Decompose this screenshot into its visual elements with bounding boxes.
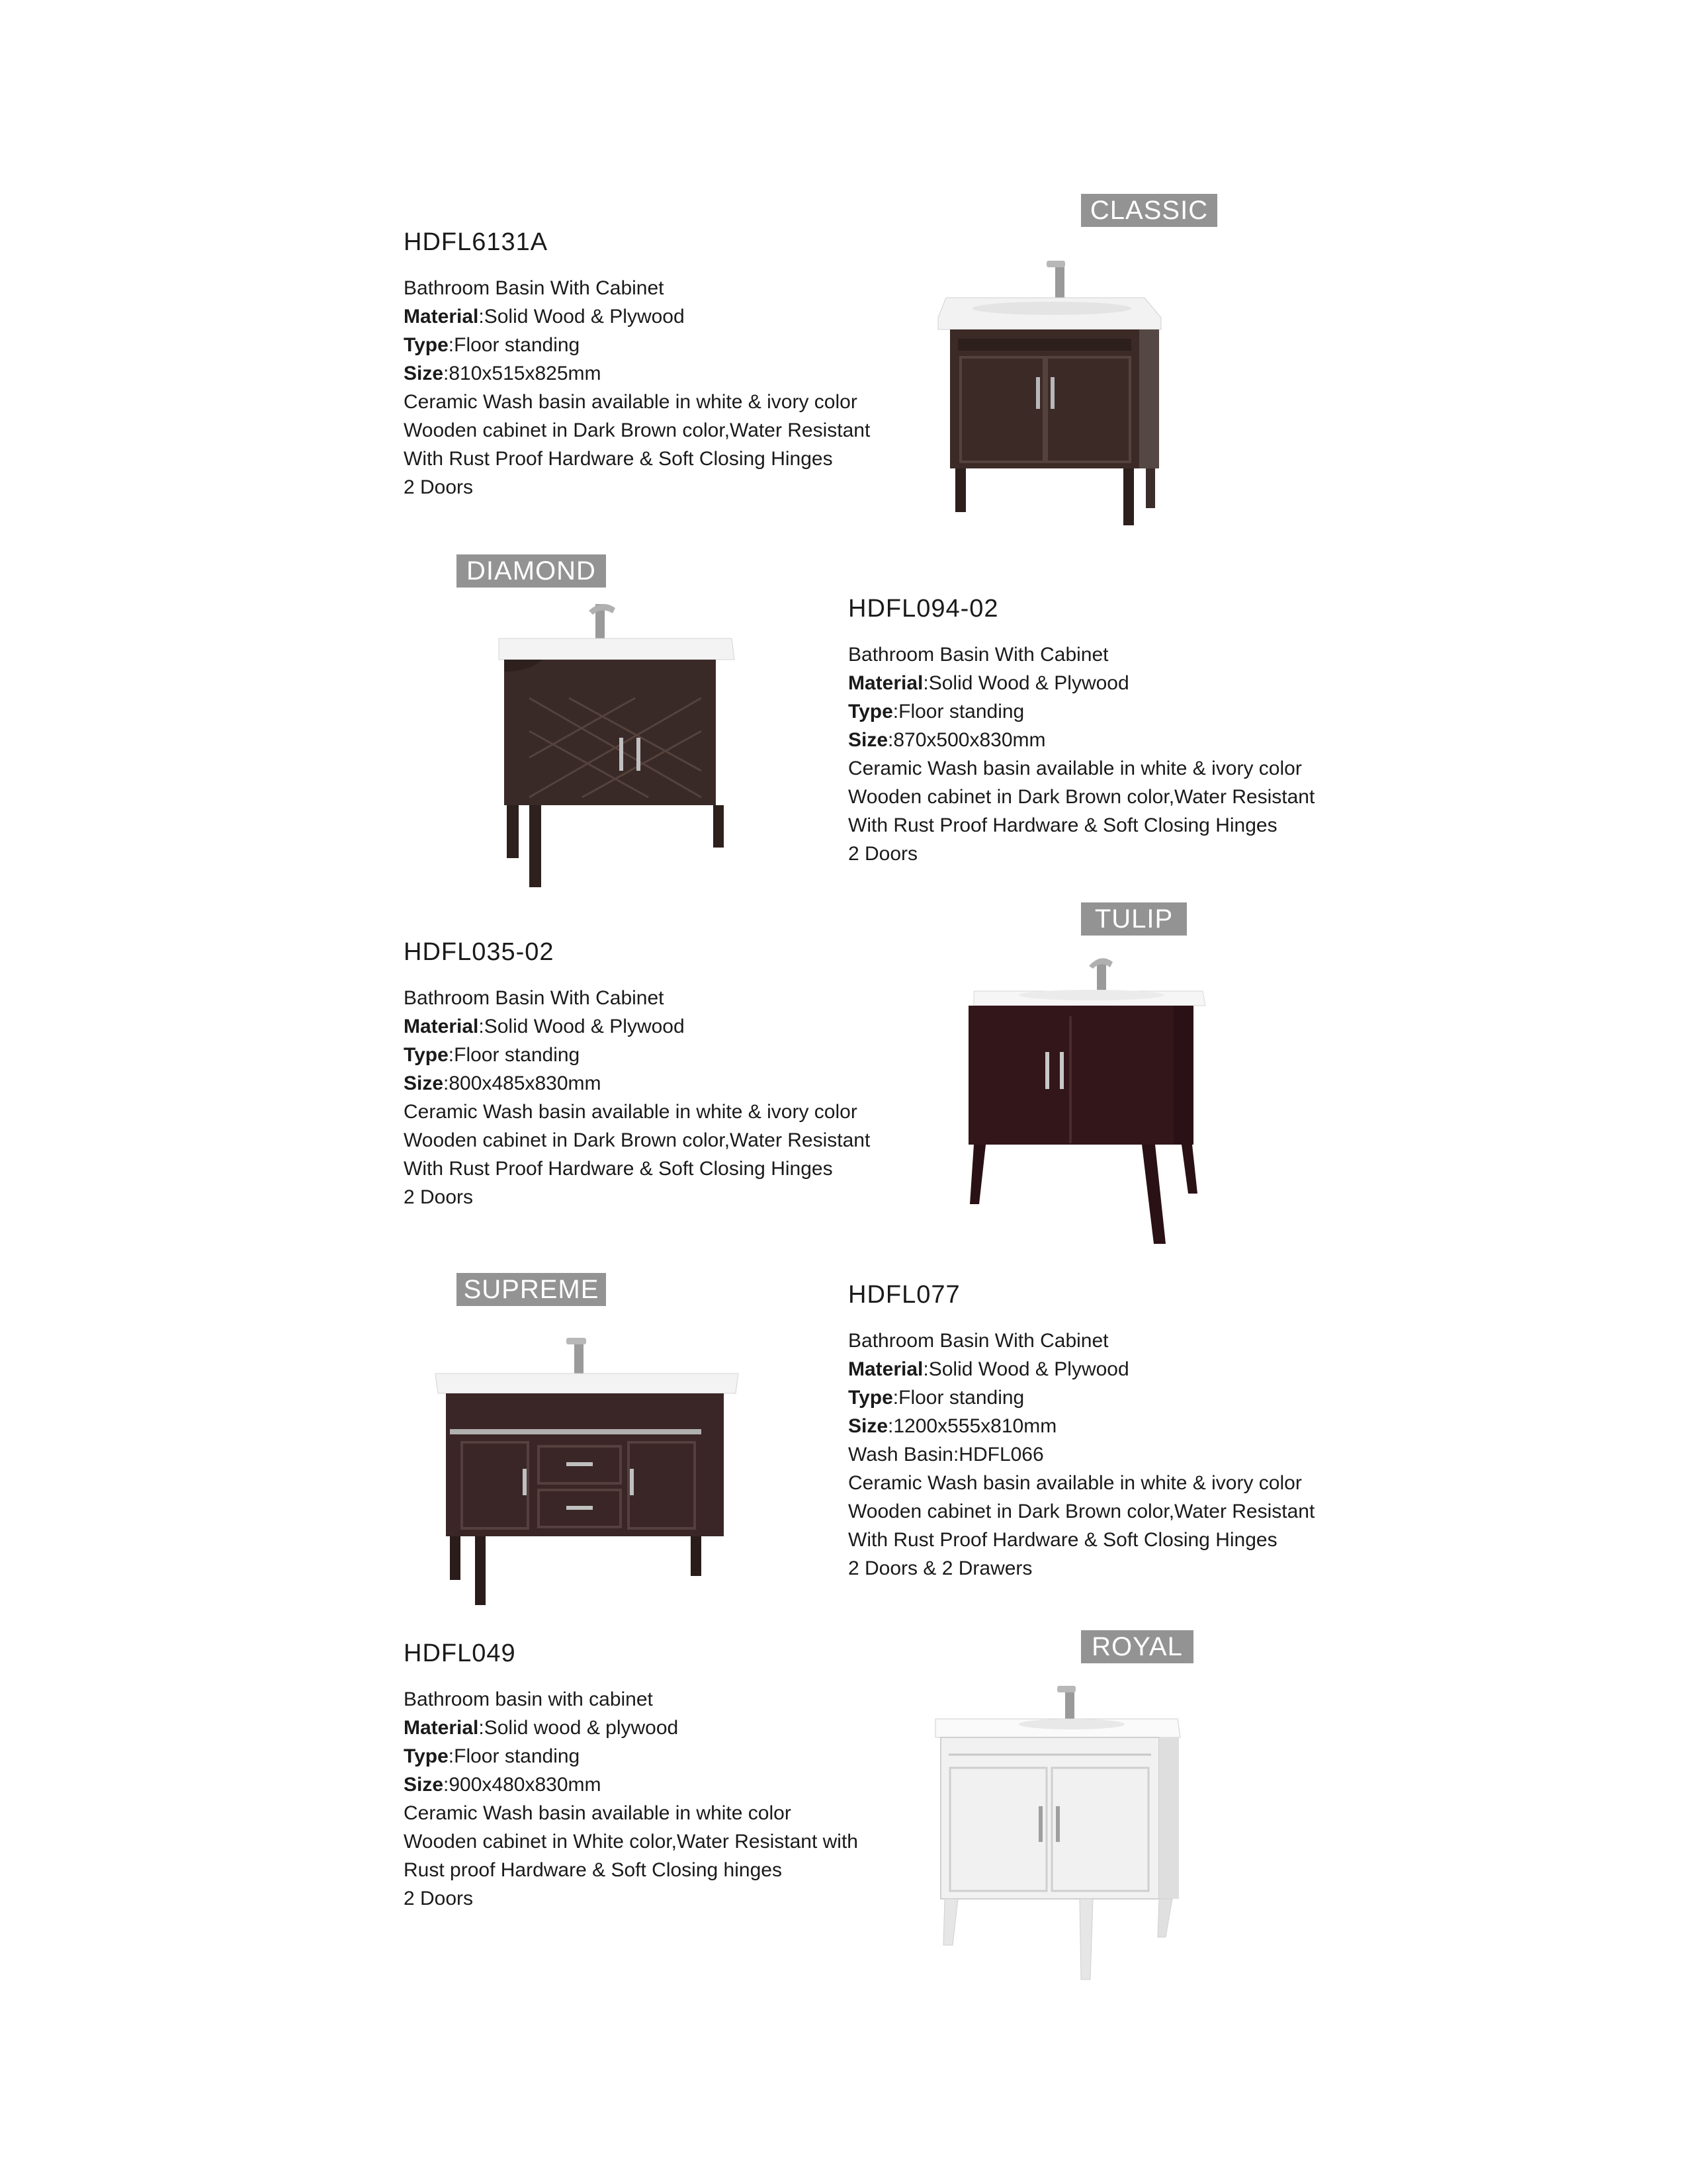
size-line: Size:900x480x830mm (404, 1774, 601, 1796)
size-line: Size:1200x555x810mm (848, 1415, 1057, 1437)
description-line: Wooden cabinet in Dark Brown color,Water Resistant (404, 1129, 871, 1151)
material-line: Material:Solid Wood & Plywood (848, 672, 1129, 694)
description-line: Ceramic Wash basin available in white & ivory color (404, 391, 857, 413)
size-line: Size:810x515x825mm (404, 363, 601, 384)
description-line: Ceramic Wash basin available in white & ivory color (848, 1472, 1302, 1494)
type-line: Type:Floor standing (848, 1387, 1025, 1409)
product-title: Bathroom basin with cabinet (404, 1688, 653, 1710)
product-spec-hdfl6131a (404, 228, 870, 502)
product-code: HDFL035-02 (404, 938, 554, 966)
product-code: HDFL049 (404, 1639, 516, 1667)
series-tag-supreme: SUPREME (456, 1273, 606, 1306)
series-tag-royal: ROYAL (1081, 1630, 1193, 1663)
description-line: With Rust Proof Hardware & Soft Closing Hinges (404, 448, 833, 470)
description-line: Wooden cabinet in Dark Brown color,Water Resistant (848, 1501, 1315, 1522)
product-code: HDFL094-02 (848, 595, 999, 623)
vanity-image-supreme (430, 1330, 748, 1608)
description-line: Ceramic Wash basin available in white & ivory color (404, 1101, 857, 1123)
description-line: Wooden cabinet in Dark Brown color,Water Resistant (404, 419, 871, 441)
product-spec-hdfl049 (404, 1639, 858, 1913)
size-line: Size:800x485x830mm (404, 1072, 601, 1094)
series-tag-classic: CLASSIC (1081, 194, 1217, 227)
series-tag-tulip: TULIP (1081, 902, 1187, 936)
product-spec-hdfl035-02 (404, 938, 870, 1211)
product-title: Bathroom Basin With Cabinet (404, 277, 664, 299)
series-tag-diamond: DIAMOND (456, 554, 606, 588)
description-line: Ceramic Wash basin available in white color (404, 1802, 791, 1824)
description-line: 2 Doors (848, 843, 918, 865)
size-line: Size:870x500x830mm (848, 729, 1046, 751)
description-line: 2 Doors & 2 Drawers (848, 1557, 1033, 1579)
product-code: HDFL6131A (404, 228, 548, 256)
material-line: Material:Solid Wood & Plywood (404, 1016, 685, 1037)
description-line: With Rust Proof Hardware & Soft Closing Hinges (848, 814, 1277, 836)
material-line: Material:Solid Wood & Plywood (848, 1358, 1129, 1380)
description-line: Wooden cabinet in Dark Brown color,Water Resistant (848, 786, 1315, 808)
product-title: Bathroom Basin With Cabinet (848, 644, 1109, 666)
type-line: Type:Floor standing (404, 334, 580, 356)
description-line: Wooden cabinet in White color,Water Resistant with (404, 1831, 858, 1853)
vanity-image-tulip (959, 953, 1211, 1250)
type-line: Type:Floor standing (848, 701, 1025, 722)
description-line: With Rust Proof Hardware & Soft Closing Hinges (848, 1529, 1277, 1551)
vanity-image-classic (926, 251, 1178, 529)
product-title: Bathroom Basin With Cabinet (848, 1330, 1109, 1352)
description-line: Rust proof Hardware & Soft Closing hinges (404, 1859, 782, 1881)
product-title: Bathroom Basin With Cabinet (404, 987, 664, 1009)
product-code: HDFL077 (848, 1281, 961, 1309)
description-line: Wash Basin:HDFL066 (848, 1444, 1044, 1465)
description-line: 2 Doors (404, 476, 474, 498)
description-line: 2 Doors (404, 1888, 474, 1909)
description-line: Ceramic Wash basin available in white & ivory color (848, 758, 1302, 779)
vanity-image-royal (926, 1681, 1191, 1985)
vanity-image-diamond (490, 599, 741, 890)
type-line: Type:Floor standing (404, 1745, 580, 1767)
description-line: 2 Doors (404, 1186, 474, 1208)
material-line: Material:Solid wood & plywood (404, 1717, 679, 1739)
description-line: With Rust Proof Hardware & Soft Closing Hinges (404, 1158, 833, 1180)
type-line: Type:Floor standing (404, 1044, 580, 1066)
product-spec-hdfl094-02 (848, 595, 1315, 868)
material-line: Material:Solid Wood & Plywood (404, 306, 685, 328)
product-spec-hdfl077 (848, 1281, 1315, 1583)
